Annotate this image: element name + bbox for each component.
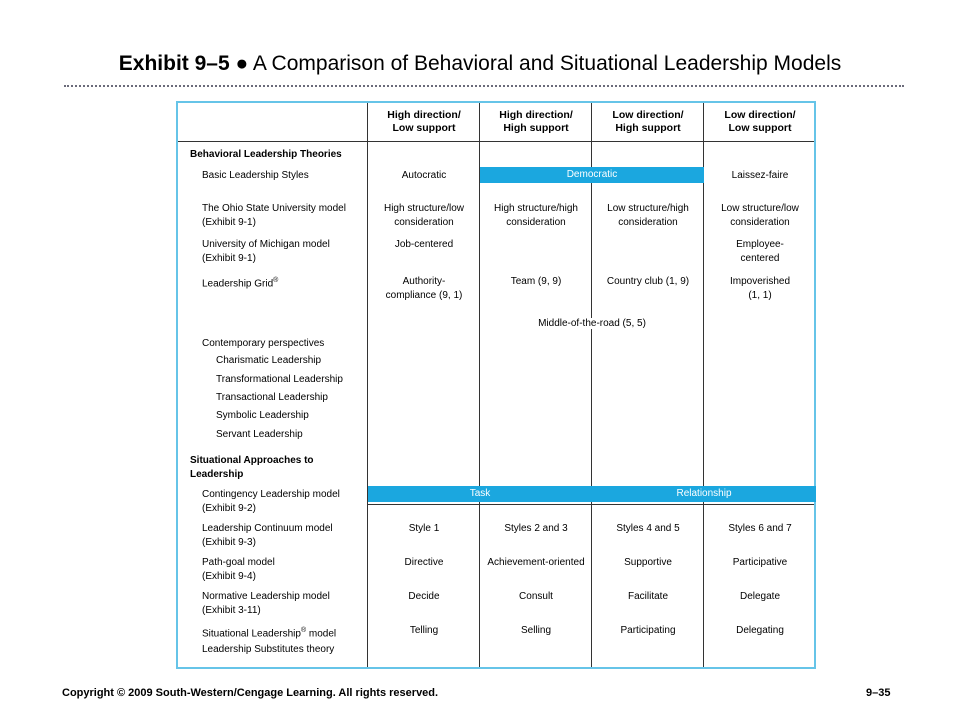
column-header: High direction/ Low support (387, 109, 461, 134)
list-item: Charismatic Leadership (216, 355, 322, 366)
cell: Participating (620, 625, 676, 636)
comparison-table (176, 101, 816, 669)
cell-middle-of-the-road: Middle-of-the-road (5, 5) (538, 318, 646, 329)
cell: Low structure/high consideration (607, 203, 689, 228)
cell: Autocratic (401, 170, 447, 181)
page-number: 9–35 (866, 687, 891, 699)
copyright-notice: Copyright © 2009 South-Western/Cengage Learning. All rights reserved. (62, 687, 439, 699)
cell: Styles 4 and 5 (616, 523, 680, 534)
row-label: Leadership Grid® (202, 277, 279, 290)
row-label: Normative Leadership model (Exhibit 3-11) (202, 591, 330, 616)
list-item: Servant Leadership (216, 429, 303, 440)
row-label: Leadership Substitutes theory (202, 644, 335, 655)
cell: Styles 2 and 3 (504, 523, 568, 534)
row-divider (368, 504, 814, 505)
page-title (60, 52, 900, 76)
cell: Delegating (736, 625, 784, 636)
cell: Participative (732, 557, 788, 568)
column-header: High direction/ High support (499, 109, 573, 134)
list-item: Transformational Leadership (216, 374, 343, 385)
column-header: Low direction/ Low support (724, 109, 796, 134)
row-label: Contingency Leadership model (Exhibit 9-2) (202, 489, 340, 514)
exhibit-number: Exhibit 9–5 (118, 52, 230, 75)
task-bar: Task (368, 486, 592, 502)
cell: Authority- compliance (9, 1) (385, 276, 463, 301)
bullet-icon: ● (235, 52, 249, 75)
row-label: Contemporary perspectives (202, 338, 325, 349)
title-divider (64, 85, 904, 87)
cell: Style 1 (408, 523, 440, 534)
column-divider (703, 103, 704, 667)
cell: Directive (404, 557, 444, 568)
list-item: Transactional Leadership (216, 392, 328, 403)
row-label: Path-goal model (Exhibit 9-4) (202, 557, 275, 582)
cell: Telling (409, 625, 439, 636)
column-divider (591, 103, 592, 667)
cell: Employee- centered (736, 239, 784, 264)
cell: Country club (1, 9) (606, 276, 690, 287)
cell: Job-centered (394, 239, 454, 250)
section-heading-behavioral: Behavioral Leadership Theories (190, 149, 342, 160)
column-divider (479, 103, 480, 667)
cell: Laissez-faire (731, 170, 789, 181)
cell: Low structure/low consideration (721, 203, 799, 228)
cell: High structure/high consideration (494, 203, 578, 228)
row-label: Leadership Continuum model (Exhibit 9-3) (202, 523, 333, 548)
list-item: Symbolic Leadership (216, 410, 309, 421)
row-label: University of Michigan model (Exhibit 9-1) (202, 239, 330, 264)
row-label: Situational Leadership® model (202, 627, 337, 640)
column-header: Low direction/ High support (612, 109, 684, 134)
row-label: The Ohio State University model (Exhibit 9-1) (202, 203, 346, 228)
section-heading-situational: Situational Approaches to Leadership (190, 455, 314, 480)
cell: Consult (519, 591, 553, 602)
column-divider (367, 103, 368, 667)
cell: Team (9, 9) (510, 276, 562, 287)
cell: Supportive (624, 557, 672, 568)
cell: High structure/low consideration (383, 203, 465, 228)
cell: Delegate (739, 591, 781, 602)
cell: Decide (408, 591, 440, 602)
cell: Selling (520, 625, 552, 636)
title-text: A Comparison of Behavioral and Situational Leadership Models (252, 52, 842, 75)
cell: Facilitate (627, 591, 668, 602)
cell: Styles 6 and 7 (728, 523, 792, 534)
relationship-bar: Relationship (592, 486, 816, 502)
cell: Impoverished (1, 1) (729, 276, 791, 301)
header-divider (178, 141, 814, 142)
cell: Achievement-oriented (487, 557, 585, 568)
democratic-bar: Democratic (480, 167, 704, 183)
row-label: Basic Leadership Styles (202, 170, 309, 181)
